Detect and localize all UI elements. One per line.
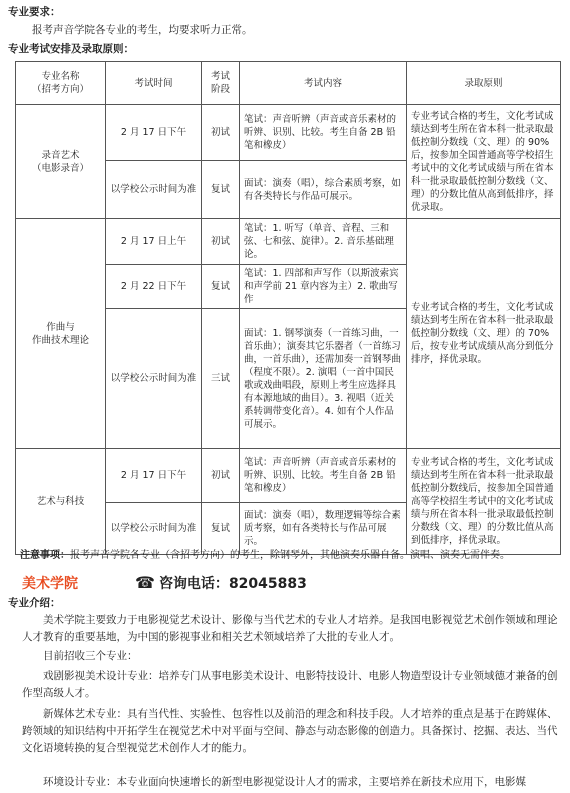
- major-recording: 录音艺术 （电影录音）: [16, 105, 106, 219]
- header-stage: 考试 阶段: [202, 62, 240, 105]
- exam-content: 面试：1. 钢琴演奏（一首练习曲，一首乐曲）；演奏其它乐器者（一首练习曲，一首乐曲），还需加奏一首钢琴曲（程度不限）。2. 演唱（一首中国民歌或戏曲唱段，原则上考生应选择具有本源地域的曲目）。3. 视唱（近关系转调带变化音）。4. 如有个人作品可展示。: [240, 309, 407, 449]
- major-art-tech: 艺术与科技: [16, 449, 106, 555]
- phone-number: 82045883: [228, 576, 307, 592]
- exam-stage: 初试: [202, 219, 240, 265]
- exam-stage: 初试: [202, 449, 240, 503]
- notice-label: 注意事项：: [20, 550, 70, 561]
- exam-content: 面试：演奏（唱），综合素质考察，如有各类特长与作品可展示。: [240, 161, 407, 219]
- exam-time: 2 月 17 日下午: [106, 105, 202, 161]
- exam-stage: 复试: [202, 503, 240, 555]
- exam-arrangement-title: 专业考试安排及录取原则：: [8, 43, 134, 55]
- exam-content: 面试：演奏（唱），数理逻辑等综合素质考察，如有各类特长与作品可展示。: [240, 503, 407, 555]
- exam-time: 2 月 17 日上午: [106, 219, 202, 265]
- table-header-row: [16, 62, 561, 105]
- major-composition: 作曲与 作曲技术理论: [16, 219, 106, 449]
- table-row: [16, 219, 561, 265]
- exam-stage: 复试: [202, 161, 240, 219]
- exam-time: 以学校公示时间为准: [106, 161, 202, 219]
- major-drama-art: 戏剧影视美术设计专业：培养专门从事电影美术设计、电影特技设计、电影人物造型设计专业领域德才兼备的创作型高级人才。: [22, 670, 558, 699]
- notice: [20, 546, 510, 561]
- exam-time: 2 月 22 日下午: [106, 265, 202, 309]
- requirements-text: 报考声音学院各专业的考生，均要求听力正常。: [32, 24, 253, 36]
- intro-title: 专业介绍：: [8, 597, 61, 609]
- majors-lead: 目前招收三个专业：: [43, 650, 138, 662]
- intro-text: 美术学院主要致力于电影视觉艺术设计、影像与当代艺术的专业人才培养。是我国电影视觉艺术创作领域和理论人才教育的重要基地，为中国的影视事业和相关艺术领域培养了大批的专业人才。: [22, 614, 558, 643]
- header-rule: 录取原则: [407, 62, 561, 105]
- exam-time: 以学校公示时间为准: [106, 309, 202, 449]
- exam-stage: 三试: [202, 309, 240, 449]
- admission-rule: 专业考试合格的考生，文化考试成绩达到考生所在省本科一批录取最低控制分数线（文、理）的 70%后，按专业考试成绩从高分到低分排序，择优录取。: [407, 219, 561, 449]
- exam-stage: 初试: [202, 105, 240, 161]
- art-school-title: 美术学院: [22, 576, 78, 592]
- table-row: [16, 105, 561, 161]
- notice-text: 报考声音学院各专业（含招考方向）的考生，除钢琴外，其他演奏乐器自备。演唱、演奏无需伴奏。: [70, 550, 510, 561]
- table-row: [16, 449, 561, 503]
- phone-icon: ☎: [135, 573, 155, 592]
- exam-time: 以学校公示时间为准: [106, 503, 202, 555]
- admission-rule: 专业考试合格的考生，文化考试成绩达到考生所在省本科一批录取最低控制分数线后，按参加全国普通高等学校招生考试中的文化考试成绩与所在省本科一批录取最低控制分数线（文、理）的分数比值从高到低排序，择优录取。: [407, 449, 561, 555]
- admission-rule: 专业考试合格的考生，文化考试成绩达到考生所在省本科一批录取最低控制分数线（文、理）的 90%后，按参加全国普通高等学校招生考试中的文化考试成绩与所在省本科一批录取最低控制分数线（文、理）的分数比值从高到低排序，择优录取。: [407, 105, 561, 219]
- header-content: 考试内容: [240, 62, 407, 105]
- header-major: 专业名称 （招考方向）: [16, 62, 106, 105]
- exam-table: [15, 61, 561, 555]
- exam-content: 笔试：声音听辨（声音或音乐素材的听辨、识别、比较。考生自备 2B 铅笔和橡皮）: [240, 449, 407, 503]
- phone-line: [135, 573, 307, 593]
- header-time: 考试时间: [106, 62, 202, 105]
- exam-content: 笔试：1. 听写（单音、音程、三和弦、七和弦、旋律）。2. 音乐基础理论。: [240, 219, 407, 265]
- exam-time: 2 月 17 日下午: [106, 449, 202, 503]
- exam-stage: 复试: [202, 265, 240, 309]
- phone-label: 咨询电话：: [158, 576, 229, 592]
- exam-content: 笔试：声音听辨（声音或音乐素材的听辨、识别、比较。考生自备 2B 铅笔和橡皮）: [240, 105, 407, 161]
- exam-content: 笔试：1. 四部和声写作（以斯波索宾和声学前 21 章内容为主）2. 歌曲写作: [240, 265, 407, 309]
- requirements-title: 专业要求：: [8, 6, 61, 18]
- major-new-media: 新媒体艺术专业：具有当代性、实验性、包容性以及前沿的理念和科技手段。人才培养的重点是基于在跨媒体、跨领域的知识结构中开拓学生在视觉艺术中对平面与空间、静态与动态影像的创造力。具备探讨、挖掘、表达、当代文化语境转换的复合型视觉艺术创作人才的能力。: [22, 708, 558, 754]
- major-environment: 环境设计专业：本专业面向快速增长的新型电影视觉设计人才的需求，主要培养在新技术应用下，电影媒: [43, 776, 526, 788]
